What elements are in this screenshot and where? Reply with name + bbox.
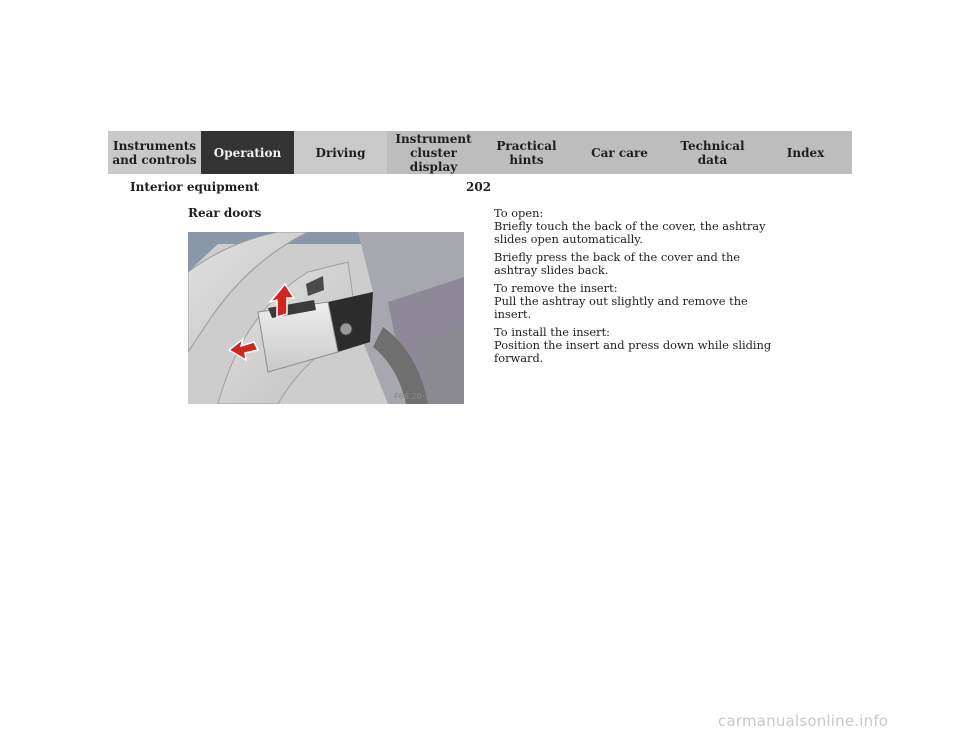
ashtray-illustration [188, 232, 464, 404]
chapter-tabs [108, 131, 852, 174]
instruction-text: Briefly touch the back of the cover, the ashtray slides open automatically. [494, 219, 766, 246]
tab-practical-hints[interactable]: Practical hints [480, 131, 573, 174]
instruction-text: Position the insert and press down while sliding forward. [494, 338, 772, 365]
tab-index[interactable]: Index [759, 131, 852, 174]
instruction-heading: To install the insert: [494, 325, 610, 339]
instruction-heading: To open: [494, 206, 544, 220]
instruction-install [494, 326, 784, 365]
ashtray-drawing [188, 232, 464, 404]
tab-instrument-cluster-display[interactable]: Instrument cluster display [387, 131, 480, 174]
instruction-remove [494, 282, 784, 321]
watermark: carmanualsonline.info [718, 712, 889, 730]
subheading: Rear doors [188, 206, 262, 220]
page-number: 202 [466, 180, 492, 194]
instructions [494, 207, 784, 370]
figure-code: P68.20-2001-26 [393, 392, 458, 401]
tab-operation[interactable]: Operation [201, 131, 294, 174]
instruction-open [494, 207, 784, 246]
tab-technical-data[interactable]: Technical data [666, 131, 759, 174]
tab-instruments-and-controls[interactable]: Instruments and controls [108, 131, 201, 174]
tab-driving[interactable]: Driving [294, 131, 387, 174]
instruction-heading: To remove the insert: [494, 281, 618, 295]
instruction-text: Pull the ashtray out slightly and remove the insert. [494, 294, 748, 321]
tab-car-care[interactable]: Car care [573, 131, 666, 174]
section-title: Interior equipment [130, 180, 260, 194]
instruction-close [494, 251, 784, 277]
instruction-text: Briefly press the back of the cover and the ashtray slides back. [494, 250, 741, 277]
